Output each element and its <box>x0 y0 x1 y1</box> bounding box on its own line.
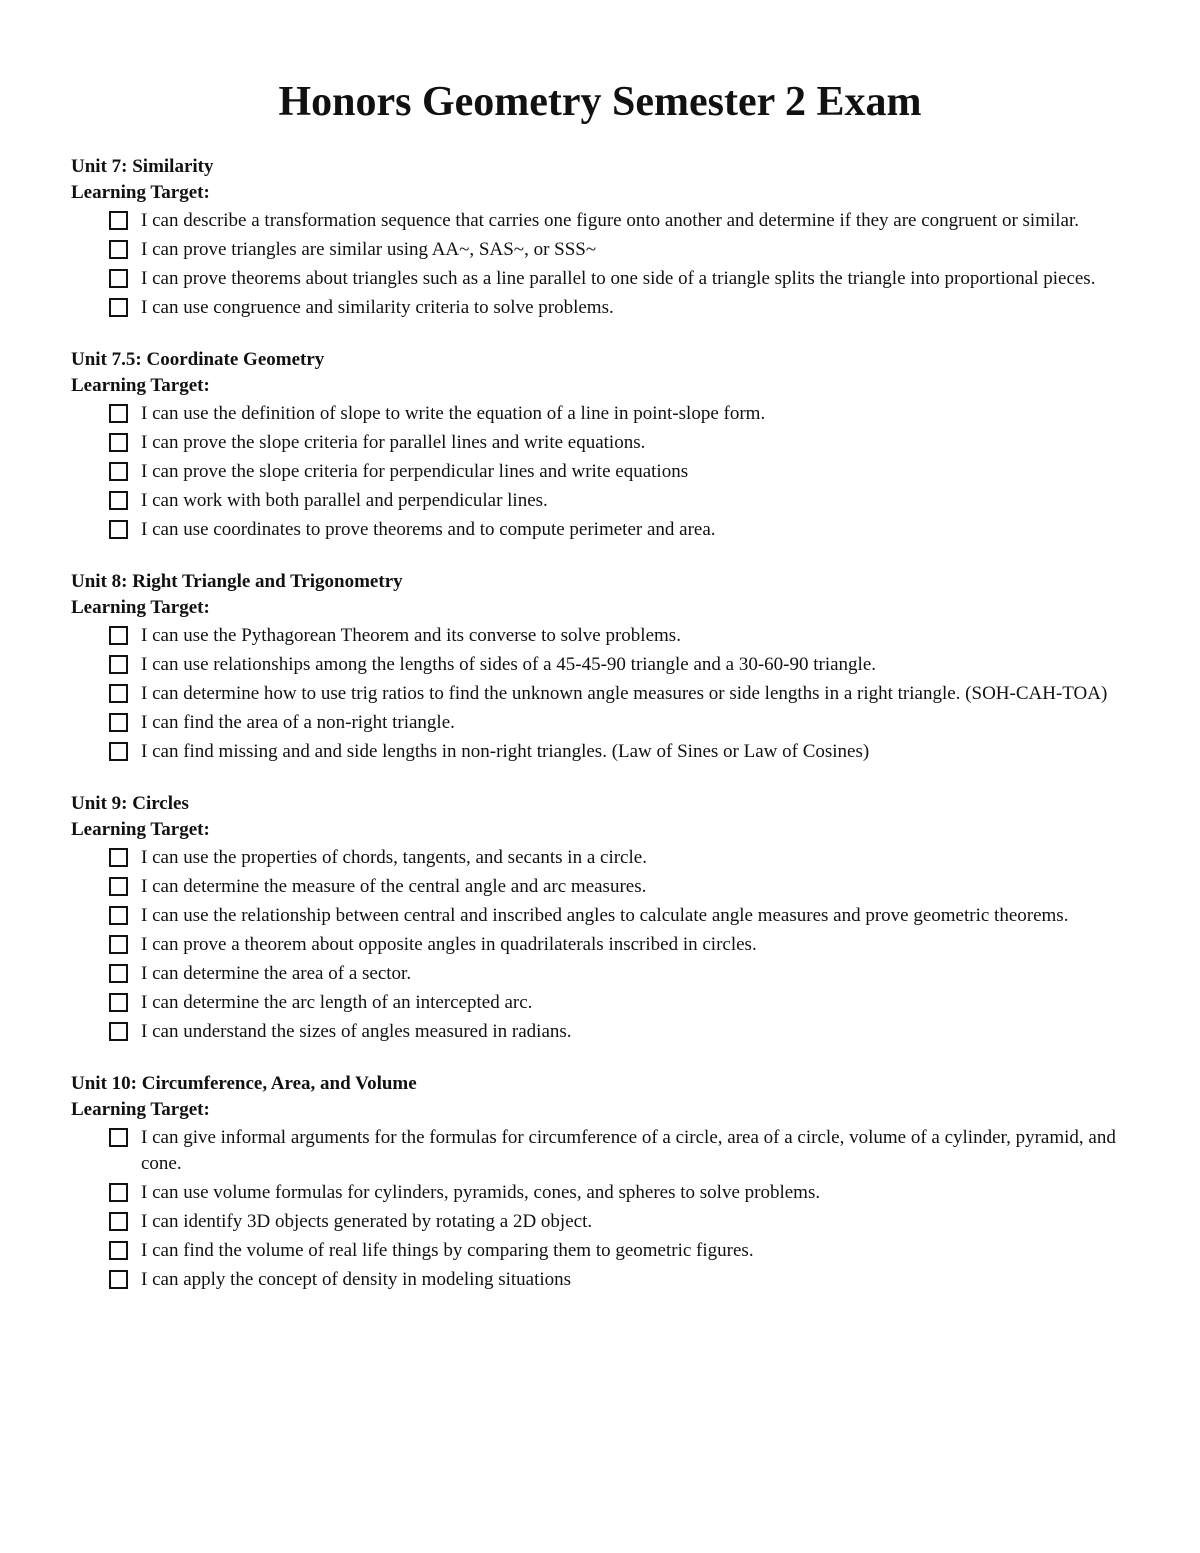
learning-target-item <box>109 1209 1141 1235</box>
learning-target-label: Learning Target: <box>71 375 210 396</box>
learning-target-text: I can use coordinates to prove theorems and to compute perimeter and area. <box>141 519 716 540</box>
checkbox[interactable] <box>109 684 128 703</box>
unit-7-section <box>71 154 1141 321</box>
learning-target-text: I can find the area of a non-right triangle. <box>141 712 455 733</box>
checkbox[interactable] <box>109 1212 128 1231</box>
learning-target-item <box>109 401 1141 427</box>
unit-heading: Unit 10: Circumference, Area, and Volume <box>71 1073 417 1094</box>
unit-10-section <box>71 1071 1141 1293</box>
learning-target-text: I can use volume formulas for cylinders, pyramids, cones, and spheres to solve problems. <box>141 1182 821 1203</box>
learning-target-label: Learning Target: <box>71 819 210 840</box>
learning-target-item <box>109 517 1141 543</box>
learning-target-item <box>109 874 1141 900</box>
learning-target-item <box>109 1238 1141 1264</box>
learning-target-item <box>109 208 1141 234</box>
learning-target-text: I can understand the sizes of angles measured in radians. <box>141 1021 572 1042</box>
checkbox[interactable] <box>109 1270 128 1289</box>
learning-target-text: I can give informal arguments for the formulas for circumference of a circle, area of a circle, volume of a cylinder, pyramid, and cone. <box>141 1127 1116 1174</box>
checkbox[interactable] <box>109 269 128 288</box>
learning-target-item <box>109 430 1141 456</box>
page-title: Honors Geometry Semester 2 Exam <box>278 79 922 125</box>
unit-heading: Unit 9: Circles <box>71 793 189 814</box>
learning-target-item <box>109 903 1141 929</box>
learning-target-item <box>109 1267 1141 1293</box>
checkbox[interactable] <box>109 964 128 983</box>
learning-target-item <box>109 710 1141 736</box>
learning-target-label: Learning Target: <box>71 182 210 203</box>
learning-target-item <box>109 1019 1141 1045</box>
learning-target-item <box>109 990 1141 1016</box>
checkbox[interactable] <box>109 713 128 732</box>
learning-target-item <box>109 266 1141 292</box>
checkbox[interactable] <box>109 1128 128 1147</box>
checkbox[interactable] <box>109 240 128 259</box>
learning-target-text: I can prove a theorem about opposite angles in quadrilaterals inscribed in circles. <box>141 934 757 955</box>
learning-target-list <box>71 623 1141 765</box>
checkbox[interactable] <box>109 993 128 1012</box>
checkbox[interactable] <box>109 433 128 452</box>
checkbox[interactable] <box>109 877 128 896</box>
learning-target-list <box>71 1125 1141 1293</box>
learning-target-text: I can identify 3D objects generated by rotating a 2D object. <box>141 1211 593 1232</box>
checkbox[interactable] <box>109 462 128 481</box>
learning-target-list <box>71 401 1141 543</box>
learning-target-item <box>109 295 1141 321</box>
learning-target-text: I can use relationships among the lengths of sides of a 45-45-90 triangle and a 30-60-90 triangle. <box>141 654 876 675</box>
learning-target-text: I can determine the area of a sector. <box>141 963 412 984</box>
checkbox[interactable] <box>109 1183 128 1202</box>
learning-target-text: I can prove triangles are similar using AA~, SAS~, or SSS~ <box>141 239 597 260</box>
checkbox[interactable] <box>109 1022 128 1041</box>
learning-target-list <box>71 845 1141 1045</box>
learning-target-text: I can use the relationship between central and inscribed angles to calculate angle measures and prove geometric theorems. <box>141 905 1069 926</box>
unit-8-section <box>71 569 1141 765</box>
learning-target-text: I can apply the concept of density in modeling situations <box>141 1269 572 1290</box>
checkbox[interactable] <box>109 298 128 317</box>
checkbox[interactable] <box>109 906 128 925</box>
learning-target-text: I can use the Pythagorean Theorem and its converse to solve problems. <box>141 625 681 646</box>
learning-target-text: I can determine how to use trig ratios to find the unknown angle measures or side lengths in a right triangle. (SOH-CAH-TOA) <box>141 683 1108 704</box>
unit-9-section <box>71 791 1141 1045</box>
learning-target-item <box>109 961 1141 987</box>
checkbox[interactable] <box>109 1241 128 1260</box>
learning-target-item <box>109 681 1141 707</box>
learning-target-item <box>109 739 1141 765</box>
learning-target-item <box>109 459 1141 485</box>
learning-target-text: I can prove the slope criteria for parallel lines and write equations. <box>141 432 646 453</box>
learning-target-text: I can prove the slope criteria for perpendicular lines and write equations <box>141 461 689 482</box>
learning-target-text: I can work with both parallel and perpendicular lines. <box>141 490 548 511</box>
learning-target-list <box>71 208 1141 321</box>
learning-target-text: I can prove theorems about triangles such as a line parallel to one side of a triangle splits the triangle into proportional pieces. <box>141 268 1096 289</box>
learning-target-item <box>109 1180 1141 1206</box>
unit-heading: Unit 7.5: Coordinate Geometry <box>71 349 325 370</box>
learning-target-item <box>109 652 1141 678</box>
learning-target-label: Learning Target: <box>71 597 210 618</box>
learning-target-text: I can use the properties of chords, tangents, and secants in a circle. <box>141 847 647 868</box>
learning-target-text: I can determine the arc length of an intercepted arc. <box>141 992 533 1013</box>
learning-target-text: I can find missing and and side lengths in non-right triangles. (Law of Sines or Law of Cosines) <box>141 741 870 762</box>
learning-target-text: I can use the definition of slope to write the equation of a line in point-slope form. <box>141 403 766 424</box>
checkbox[interactable] <box>109 655 128 674</box>
learning-target-text: I can find the volume of real life things by comparing them to geometric figures. <box>141 1240 754 1261</box>
unit-heading: Unit 7: Similarity <box>71 156 214 177</box>
checkbox[interactable] <box>109 848 128 867</box>
checkbox[interactable] <box>109 935 128 954</box>
learning-target-item <box>109 845 1141 871</box>
learning-target-text: I can determine the measure of the central angle and arc measures. <box>141 876 647 897</box>
unit-heading: Unit 8: Right Triangle and Trigonometry <box>71 571 403 592</box>
learning-target-item <box>109 237 1141 263</box>
learning-target-text: I can describe a transformation sequence that carries one figure onto another and determine if they are congruent or similar. <box>141 210 1080 231</box>
checkbox[interactable] <box>109 211 128 230</box>
checkbox[interactable] <box>109 742 128 761</box>
units-container <box>71 154 1141 1319</box>
learning-target-item <box>109 1125 1141 1177</box>
checkbox[interactable] <box>109 404 128 423</box>
learning-target-item <box>109 488 1141 514</box>
checkbox[interactable] <box>109 491 128 510</box>
checkbox[interactable] <box>109 520 128 539</box>
unit-7-5-section <box>71 347 1141 543</box>
learning-target-text: I can use congruence and similarity criteria to solve problems. <box>141 297 614 318</box>
learning-target-item <box>109 623 1141 649</box>
learning-target-item <box>109 932 1141 958</box>
checkbox[interactable] <box>109 626 128 645</box>
learning-target-label: Learning Target: <box>71 1099 210 1120</box>
